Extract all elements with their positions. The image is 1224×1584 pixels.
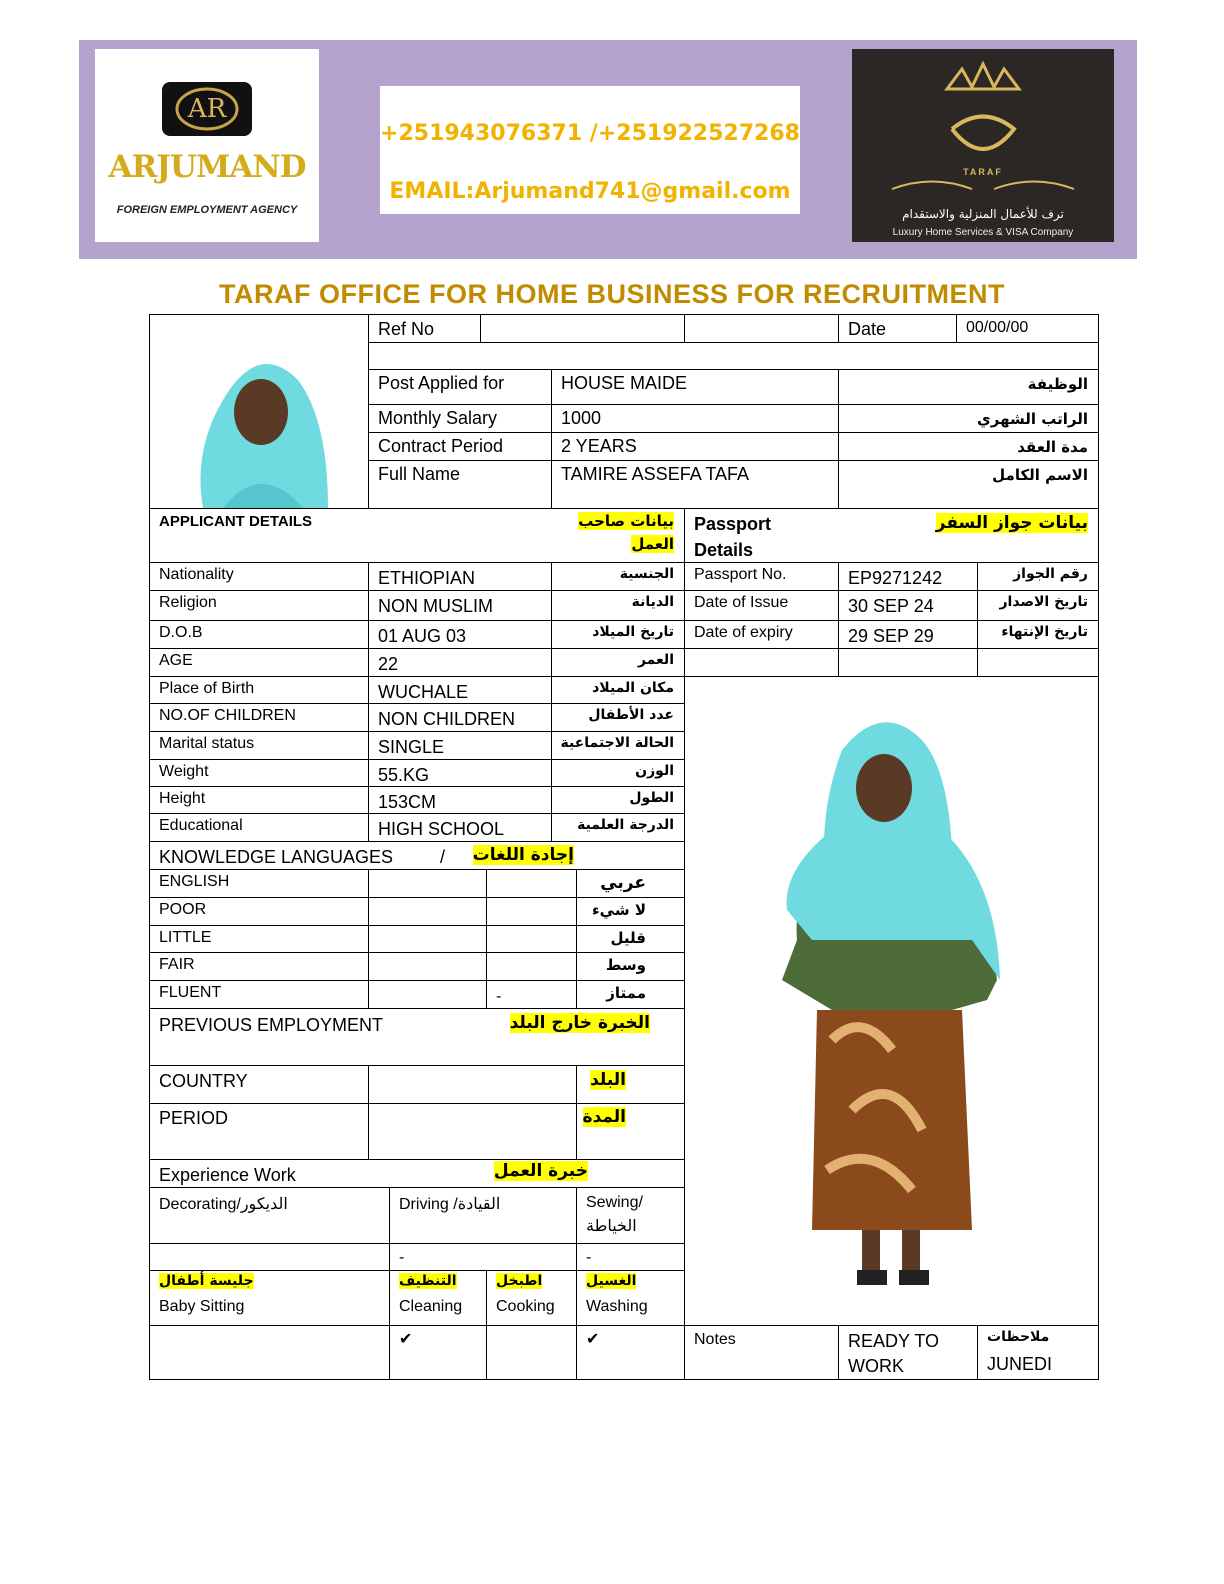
top-row-value: 1000 <box>561 408 602 428</box>
grid-line-h <box>368 342 1099 343</box>
experience-heading-ar-wrap <box>480 1159 598 1183</box>
language-row-mark <box>486 875 506 879</box>
applicant-row-ar-wrap <box>551 705 684 725</box>
contact-email: EMAIL:Arjumand741@gmail.com <box>389 179 791 204</box>
top-row-ar-wrap <box>838 464 1098 486</box>
top-row-label: Contract Period <box>378 436 504 456</box>
portrait-photo <box>163 340 355 508</box>
applicant-row-ar-wrap <box>551 622 684 642</box>
skill-ar: التنظيف <box>399 1273 457 1289</box>
applicant-row-ar: الديانة <box>631 594 674 610</box>
top-row-value: TAMIRE ASSEFA TAFA <box>561 464 750 484</box>
grid-line-v <box>1098 314 1099 1379</box>
grid-line-h <box>149 980 684 981</box>
applicant-row-ar: العمر <box>637 652 674 668</box>
language-row-mark <box>486 931 506 935</box>
passport-heading-2: Details <box>694 540 754 560</box>
applicant-heading-ar-2-wrap <box>551 533 684 555</box>
sewing-label-1: Sewing/ <box>586 1194 643 1211</box>
top-row-ar: الاسم الكامل <box>992 466 1088 484</box>
applicant-heading-ar-1-wrap <box>551 510 684 532</box>
top-row-label: Monthly Salary <box>378 408 498 428</box>
applicant-row-label: Marital status <box>159 735 255 752</box>
passport-row-value: EP9271242 <box>848 568 943 588</box>
top-row-ar-wrap <box>838 373 1098 395</box>
applicant-row-label: NO.OF CHILDREN <box>159 707 296 724</box>
languages-heading: KNOWLEDGE LANGUAGES <box>159 847 394 867</box>
applicant-row-value: HIGH SCHOOL <box>378 819 505 839</box>
skill-mark <box>149 1327 169 1331</box>
top-row-ar: الوظيفة <box>1027 375 1088 393</box>
grid-line-v <box>368 869 369 1008</box>
passport-row-value: 30 SEP 24 <box>848 596 934 616</box>
language-row-ar: لا شيء <box>592 901 646 919</box>
applicant-row-value: 01 AUG 03 <box>378 626 467 646</box>
languages-slash: / <box>440 847 446 867</box>
grid-line-v <box>368 1065 369 1159</box>
notes-value-2: WORK <box>848 1356 904 1376</box>
top-row-ar-wrap <box>838 436 1098 458</box>
grid-line-v <box>684 314 685 342</box>
applicant-heading: APPLICANT DETAILS <box>159 513 313 530</box>
taraf-arabic: ترف للأعمال المنزلية والاستقدام <box>902 207 1064 221</box>
skill-mark <box>486 1327 506 1331</box>
country-ar-wrap <box>576 1068 636 1092</box>
skill-mark: ✔ <box>586 1331 600 1348</box>
brand-subtitle: FOREIGN EMPLOYMENT AGENCY <box>116 204 298 216</box>
page-title: TARAF OFFICE FOR HOME BUSINESS FOR RECRUITMENT <box>219 279 1005 309</box>
grid-line-h <box>149 1065 684 1066</box>
applicant-row-ar-wrap <box>551 650 684 670</box>
experience-heading: Experience Work <box>159 1165 296 1185</box>
skill-ar: اطبخل <box>496 1273 543 1289</box>
applicant-row-value: WUCHALE <box>378 682 469 702</box>
skill-label: Washing <box>586 1298 648 1315</box>
employment-heading: PREVIOUS EMPLOYMENT <box>159 1015 384 1035</box>
applicant-row-value: 22 <box>378 654 399 674</box>
driving-label: Driving /القيادة <box>399 1196 501 1213</box>
applicant-heading-ar-1: بيانات صاحب <box>578 512 674 530</box>
grid-line-h <box>368 460 1099 461</box>
passport-heading-ar-wrap <box>838 511 1098 535</box>
skill-ar-wrap <box>149 1271 264 1291</box>
brand-name: ARJUMAND <box>108 149 306 185</box>
language-row-mark: - <box>496 988 502 1005</box>
applicant-row-value: 55.KG <box>378 765 430 785</box>
contact-phone: +251943076371 /+251922527268 <box>380 121 800 146</box>
applicant-row-ar: الدرجة العلمية <box>577 817 674 833</box>
top-row-label: Post Applied for <box>378 373 505 393</box>
monogram-icon <box>162 82 252 136</box>
period-ar: المدة <box>582 1107 626 1127</box>
language-row-ar-wrap <box>576 871 656 895</box>
grid-line-h <box>149 1103 684 1104</box>
language-row-mark <box>486 903 506 907</box>
applicant-row-label: Religion <box>159 594 217 611</box>
taraf-latin: TARAF <box>963 167 1003 177</box>
notes-ar: ملاحظات <box>987 1329 1050 1345</box>
applicant-row-label: Nationality <box>159 566 234 583</box>
grid-line-h <box>149 1159 684 1160</box>
notes-ar-wrap <box>977 1327 1059 1347</box>
period-ar-wrap <box>576 1105 636 1129</box>
passport-row-label: Date of expiry <box>694 624 793 641</box>
language-row-mark <box>486 958 506 962</box>
date-value: 00/00/00 <box>966 319 1029 336</box>
passport-heading-ar: بيانات جواز السفر <box>935 513 1088 533</box>
applicant-row-value: NON CHILDREN <box>378 709 516 729</box>
sewing-label-2: الخياطة <box>586 1216 637 1235</box>
passport-row-label: Passport No. <box>694 566 787 583</box>
top-row-ar: مدة العقد <box>1017 438 1088 456</box>
passport-heading-1: Passport <box>694 514 772 534</box>
grid-line-h <box>368 404 1099 405</box>
skill-label: Baby Sitting <box>159 1298 245 1315</box>
grid-line-v <box>480 314 481 342</box>
languages-heading-ar-wrap <box>472 843 584 867</box>
applicant-row-ar: عدد الأطفال <box>588 707 674 723</box>
top-row-ar: الراتب الشهري <box>977 410 1088 428</box>
language-row-ar: عربي <box>600 873 646 893</box>
contact-box <box>380 86 800 214</box>
applicant-row-value: NON MUSLIM <box>378 596 494 616</box>
language-row-ar: ممتاز <box>606 984 646 1002</box>
grid-line-h <box>149 1325 1099 1326</box>
driving-mark: - <box>399 1249 405 1266</box>
passport-row-ar-wrap <box>977 592 1098 612</box>
applicant-row-label: Educational <box>159 817 243 834</box>
experience-heading-ar: خبرة العمل <box>493 1161 588 1181</box>
top-row-value: 2 YEARS <box>561 436 637 456</box>
skill-ar: جليسة أطفال <box>159 1273 254 1289</box>
applicant-row-ar: الوزن <box>635 763 674 779</box>
language-row-label: ENGLISH <box>159 873 230 890</box>
grid-line-h <box>149 1243 684 1244</box>
applicant-row-ar-wrap <box>551 733 684 753</box>
applicant-row-label: Weight <box>159 763 209 780</box>
applicant-row-ar-wrap <box>551 815 684 835</box>
language-row-label: FAIR <box>159 956 195 973</box>
notes-agent: JUNEDI <box>987 1354 1053 1374</box>
applicant-row-ar-wrap <box>551 564 684 584</box>
language-row-ar: قليل <box>610 929 646 947</box>
applicant-row-value: 153CM <box>378 792 437 812</box>
applicant-heading-ar-2: العمل <box>631 535 674 553</box>
notes-value-1: READY TO <box>848 1331 940 1351</box>
arjumand-logo <box>95 49 319 242</box>
top-row-value: HOUSE MAIDE <box>561 373 688 393</box>
languages-heading-ar: إجادة اللغات <box>472 845 574 865</box>
ref-no-label: Ref No <box>378 319 435 339</box>
grid-line-h <box>149 620 684 621</box>
applicant-row-value: ETHIOPIAN <box>378 568 476 588</box>
skill-ar: الغسيل <box>586 1273 637 1289</box>
grid-line-h <box>684 620 1099 621</box>
applicant-row-label: AGE <box>159 652 193 669</box>
skill-ar-wrap <box>576 1271 646 1291</box>
applicant-row-ar: الحالة الاجتماعية <box>560 735 674 751</box>
passport-row-ar-wrap <box>977 564 1098 584</box>
applicant-row-ar-wrap <box>551 678 684 698</box>
country-label: COUNTRY <box>159 1071 248 1091</box>
applicant-row-label: Place of Birth <box>159 680 255 697</box>
applicant-row-ar: الطول <box>629 790 674 806</box>
grid-line-h <box>149 1379 1099 1380</box>
full-body-photo <box>772 710 1002 1300</box>
grid-line-h <box>149 508 1099 509</box>
language-row-ar: وسط <box>605 956 646 974</box>
period-label: PERIOD <box>159 1108 229 1128</box>
sewing-mark: - <box>586 1249 592 1266</box>
top-row-label: Full Name <box>378 464 461 484</box>
applicant-row-ar: تاريخ الميلاد <box>592 624 674 640</box>
notes-label: Notes <box>694 1331 736 1348</box>
passport-row-ar: تاريخ الإنتهاء <box>1001 624 1088 640</box>
grid-line-h <box>368 369 1099 370</box>
skill-ar-wrap <box>486 1271 552 1291</box>
grid-line-h <box>149 925 684 926</box>
passport-row-label: Date of Issue <box>694 594 789 611</box>
applicant-row-ar: الجنسية <box>619 566 674 582</box>
skill-mark: ✔ <box>399 1331 413 1348</box>
date-label: Date <box>848 319 887 339</box>
country-ar: البلد <box>590 1070 626 1090</box>
language-row-label: POOR <box>159 901 207 918</box>
grid-line-h <box>149 1008 684 1009</box>
language-row-ar-wrap <box>576 899 656 921</box>
grid-line-h <box>149 952 684 953</box>
applicant-row-label: D.O.B <box>159 624 203 641</box>
grid-line-h <box>149 562 1099 563</box>
passport-row-ar-wrap <box>977 622 1098 642</box>
applicant-row-ar-wrap <box>551 761 684 781</box>
language-row-label: FLUENT <box>159 984 222 1001</box>
decorating-label: Decorating/الديكور <box>159 1196 288 1213</box>
grid-line-h <box>149 676 684 677</box>
grid-line-h <box>684 676 1099 677</box>
passport-row-value: 29 SEP 29 <box>848 626 934 646</box>
skill-ar-wrap <box>389 1271 467 1291</box>
taraf-tagline: Luxury Home Services & VISA Company <box>892 227 1074 238</box>
grid-line-h <box>149 897 684 898</box>
applicant-row-label: Height <box>159 790 206 807</box>
skill-label: Cooking <box>496 1298 555 1315</box>
applicant-row-ar-wrap <box>551 592 684 612</box>
employment-heading-ar: الخبرة خارج البلد <box>509 1013 650 1033</box>
grid-line-h <box>368 432 1099 433</box>
employment-heading-ar-wrap <box>480 1011 660 1035</box>
language-row-ar-wrap <box>576 954 656 976</box>
top-row-ar-wrap <box>838 408 1098 430</box>
language-row-ar-wrap <box>576 927 656 949</box>
passport-row-ar: تاريخ الاصدار <box>999 594 1088 610</box>
monogram-text: AR <box>187 94 227 124</box>
skill-label: Cleaning <box>399 1298 463 1315</box>
applicant-row-value: SINGLE <box>378 737 445 757</box>
language-row-label: LITTLE <box>159 929 212 946</box>
passport-row-ar: رقم الجواز <box>1013 566 1088 582</box>
applicant-row-ar: مكان الميلاد <box>592 680 674 696</box>
applicant-row-ar-wrap <box>551 788 684 808</box>
language-row-ar-wrap <box>576 982 656 1004</box>
taraf-logo <box>852 49 1114 242</box>
